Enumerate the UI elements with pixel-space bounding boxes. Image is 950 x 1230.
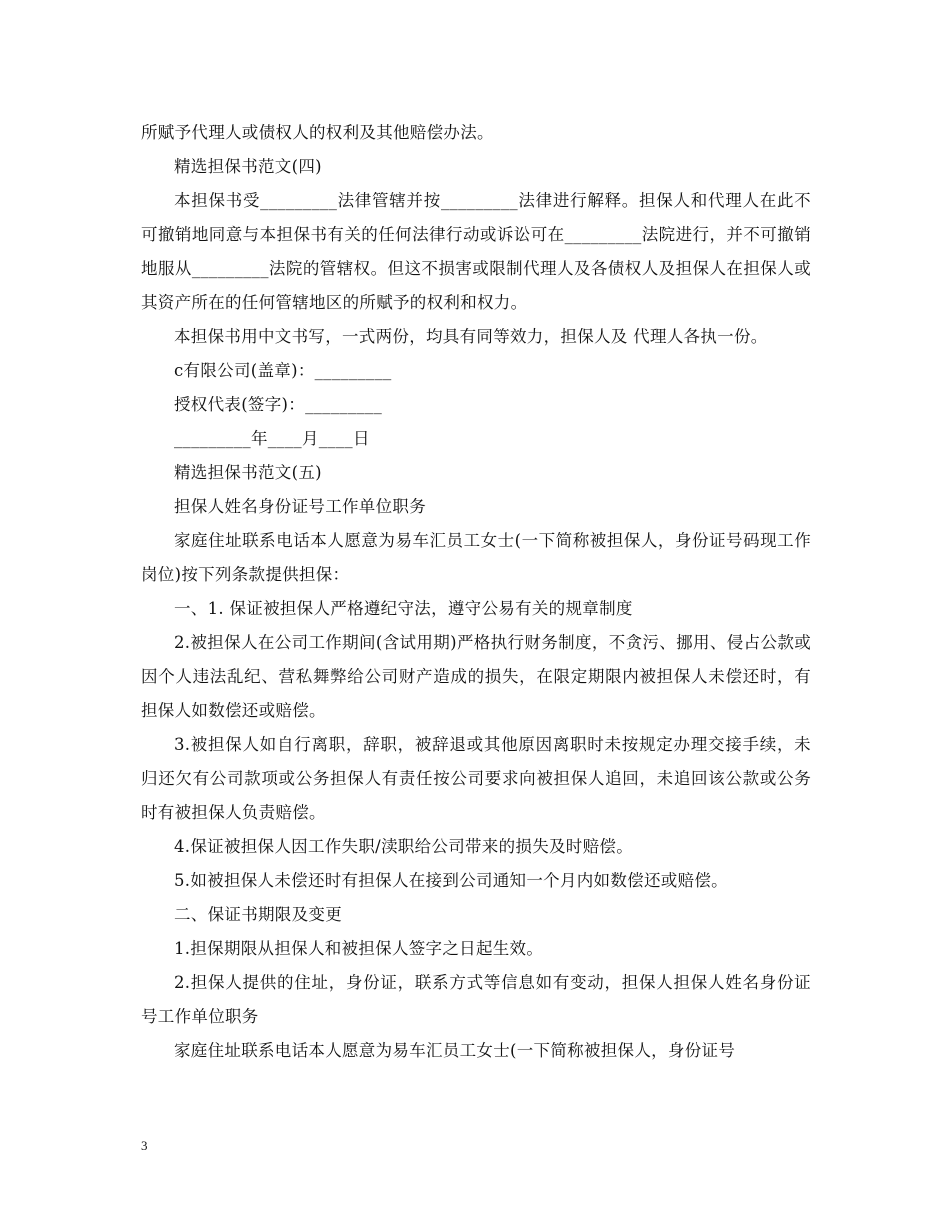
- document-body: [141, 116, 811, 1068]
- date-line: _________年____月____日: [174, 429, 370, 448]
- paragraph-continuation: 所赋予代理人或债权人的权利及其他赔偿办法。: [141, 123, 494, 142]
- clause-1-1: 一、1. 保证被担保人严格遵纪守法，遵守公易有关的规章制度: [174, 599, 633, 618]
- company-seal-line: c有限公司(盖章)：_________: [174, 361, 392, 380]
- paragraph-guarantee-intro: 家庭住址联系电话本人愿意为易车汇员工女士(一下简称被担保人，身份证号码现工作岗位)按下列条款提供担保：: [141, 531, 811, 584]
- page-number: 3: [141, 1138, 148, 1153]
- clause-4: 4.保证被担保人因工作失职/渎职给公司带来的损失及时赔偿。: [174, 837, 634, 856]
- section-heading-term: 二、保证书期限及变更: [174, 905, 342, 924]
- guarantor-info-line: 担保人姓名身份证号工作单位职务: [174, 497, 426, 516]
- representative-signature-line: 授权代表(签字)：_________: [174, 395, 383, 414]
- clause-2: 2.被担保人在公司工作期间(含试用期)严格执行财务制度，不贪污、挪用、侵占公款或因个人违法乱纪、营私舞弊给公司财产造成的损失，在限定期限内被担保人未偿还时，有担保人如数偿还或赔偿。: [141, 633, 811, 720]
- clause-5: 5.如被担保人未偿还时有担保人在接到公司通知一个月内如数偿还或赔偿。: [174, 871, 728, 890]
- paragraph-guarantee-intro-repeat: 家庭住址联系电话本人愿意为易车汇员工女士(一下简称被担保人，身份证号: [174, 1041, 736, 1060]
- term-clause-2: 2.担保人提供的住址，身份证，联系方式等信息如有变动，担保人担保人姓名身份证号工作单位职务: [141, 973, 811, 1026]
- term-clause-1: 1.担保期限从担保人和被担保人签字之日起生效。: [174, 939, 544, 958]
- clause-3: 3.被担保人如自行离职，辞职，被辞退或其他原因离职时未按规定办理交接手续，未归还欠有公司款项或公务担保人有责任按公司要求向被担保人追回，未追回该公款或公务时有被担保人负责赔偿。: [141, 735, 811, 822]
- paragraph-jurisdiction: 本担保书受_________法律管辖并按_________法律进行解释。担保人和代理人在此不可撤销地同意与本担保书有关的任何法律行动或诉讼可在_________法院进行，并不可撤销地服从_________法院的管辖权。但这不损害或限制代理人及各债权人及担保人在担保人或其资产所在的任何管辖地区的所赋予的权利和权力。: [141, 191, 811, 312]
- paragraph-language-copies: 本担保书用中文书写，一式两份，均具有同等效力，担保人及 代理人各执一份。: [174, 327, 768, 346]
- section-heading-5: 精选担保书范文(五): [174, 463, 322, 482]
- section-heading-4: 精选担保书范文(四): [174, 157, 322, 176]
